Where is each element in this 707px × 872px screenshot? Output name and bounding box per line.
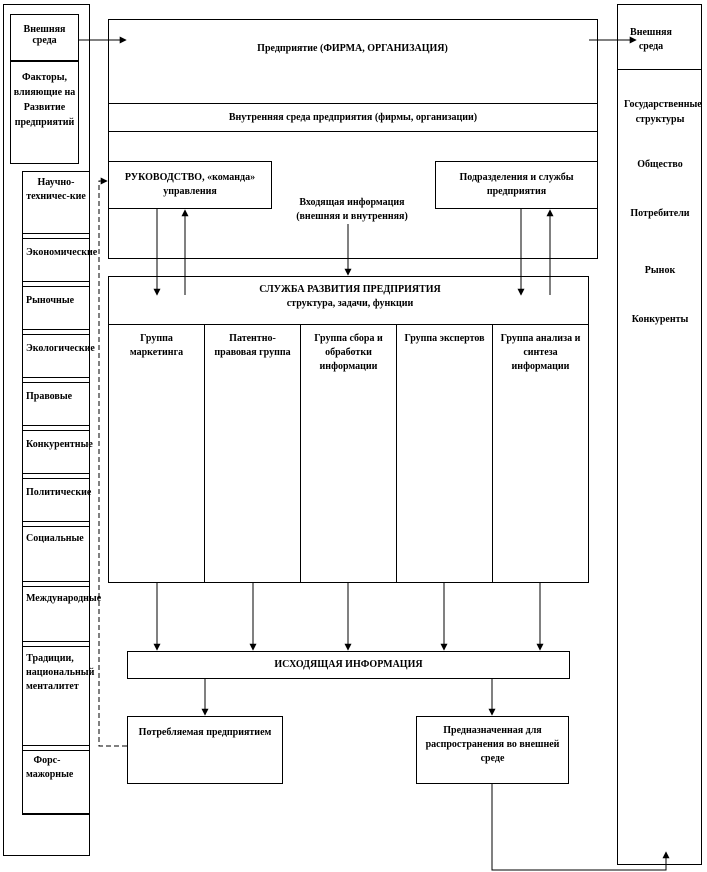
group-label-5: Группа анализа и синтеза информации (500, 333, 581, 372)
factor-label-10: Традиции, национальный менталитет (26, 653, 95, 692)
factor-label-1: Научно-техничес-кие (26, 177, 86, 202)
incoming-info-label: Входящая информация (внешняя и внутренняя) (296, 197, 408, 222)
consumed-label: Потребляемая предприятием (138, 727, 272, 738)
left-external-env-label: Внешняя среда (23, 24, 66, 46)
right-external-env-label: Внешняя среда (630, 27, 672, 52)
factor-label-2: Экономические (26, 247, 98, 258)
management-label: РУКОВОДСТВО, «команда» управления (124, 172, 256, 197)
departments-label: Подразделения и службы предприятия (459, 172, 574, 197)
factor-label-5: Правовые (26, 391, 73, 402)
right-item-5: Конкуренты (631, 314, 689, 325)
external-dist-label: Предназначенная для распространения во внешней среде (425, 725, 560, 764)
group-col-2 (204, 324, 301, 583)
enterprise-title: Предприятие (ФИРМА, ОРГАНИЗАЦИЯ) (257, 43, 448, 54)
factor-label-3: Рыночные (26, 295, 75, 306)
group-col-1 (108, 324, 205, 583)
group-label-4: Группа экспертов (404, 333, 485, 344)
right-outer-panel (617, 4, 702, 865)
factor-label-4: Экологические (26, 343, 95, 354)
group-col-4 (396, 324, 493, 583)
factor-label-8: Социальные (26, 533, 84, 544)
group-label-1: Группа маркетинга (129, 333, 184, 358)
right-item-3: Потребители (630, 208, 690, 219)
factor-label-7: Политические (26, 487, 92, 498)
group-label-2: Патентно-правовая группа (214, 333, 291, 358)
dev-service-title: СЛУЖБА РАЗВИТИЯ ПРЕДПРИЯТИЯ (259, 284, 441, 295)
internal-env-label: Внутренняя среда предприятия (фирмы, организации) (228, 112, 478, 123)
right-item-4: Рынок (644, 265, 676, 276)
outgoing-info-label: ИСХОДЯЩАЯ ИНФОРМАЦИЯ (274, 659, 423, 670)
dev-service-subtitle: структура, задачи, функции (286, 298, 414, 309)
factor-label-9: Международные (26, 593, 102, 604)
right-item-2: Общество (637, 159, 683, 170)
right-item-1: Государственные структуры (624, 99, 702, 125)
left-factors-header-label: Факторы, влияющие на Развитие предприятий (13, 72, 76, 128)
group-label-3: Группа сбора и обработки информации (314, 333, 383, 372)
factor-label-11: Форс-мажорные (26, 755, 74, 780)
factor-label-6: Конкурентные (26, 439, 93, 450)
